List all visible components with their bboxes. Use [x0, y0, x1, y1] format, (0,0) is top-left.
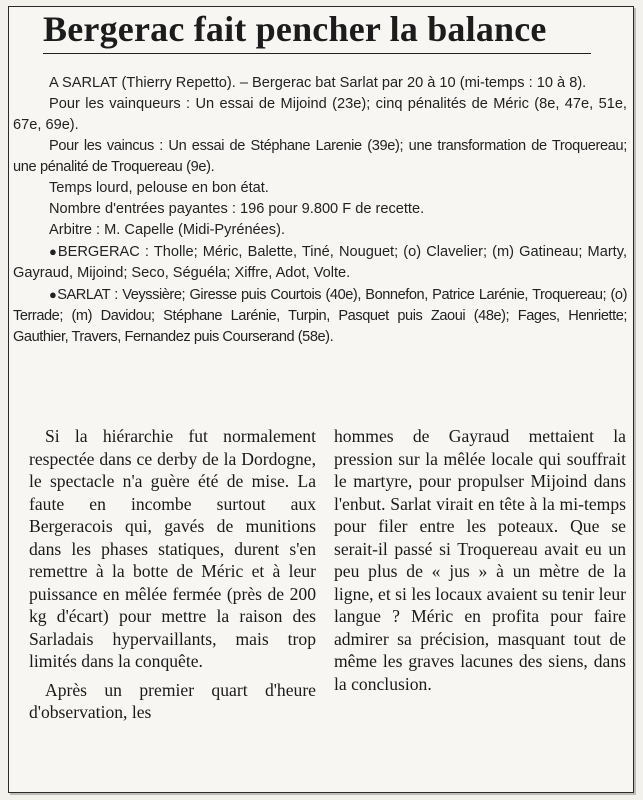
- article-paragraph: hommes de Gayraud mettaient la pression sur la mêlée locale qui souffrait le martyre, pour propulser Mijoind dans l'enbut. Sarlat virait en tête à la mi-temps pour filer entre les poteaux. Que se serait-il passé si Troquereau avait eu un peu plus de « jus » à un mètre de la ligne, et si les locaux avaient su tenir leur langue ? Méric en profita pour faire admirer sa précision, masquant tout de même les graves lacunes des siens, dans la conclusion.: [334, 426, 626, 694]
- bullet-icon: ●: [49, 287, 58, 302]
- newspaper-clipping: [8, 6, 634, 793]
- lineup-bergerac: [13, 241, 627, 284]
- attendance-note: Nombre d'entrées payantes : 196 pour 9.800 F de recette.: [49, 201, 425, 217]
- weather-note: Temps lourd, pelouse en bon état.: [49, 180, 269, 196]
- winners-scoring: Pour les vainqueurs : Un essai de Mijoind (23e); cinq pénalités de Méric (8e, 47e, 51e, 67e, 69e).: [13, 96, 627, 133]
- lineup-sarlat: [13, 284, 627, 348]
- headline: Bergerac fait pencher la balance: [43, 9, 547, 49]
- match-report: [13, 73, 627, 348]
- lineup-sarlat-text: SARLAT : Veyssière; Giresse puis Courtois (40e), Bonnefon, Patrice Larénie, Troquereau; (o) Terrade; (m) Davidou; Stéphane Larénie, Turpin, Pasquet puis Zaoui (48e); Fages, Henriette; Gauthier, Travers, Fernandez puis Courserand (58e).: [13, 287, 627, 345]
- headline-rule: [43, 53, 591, 54]
- article-column-right: [334, 425, 626, 695]
- article-paragraph: Après un premier quart d'heure d'observation, les: [29, 679, 316, 722]
- article-paragraph: Si la hiérarchie fut normalement respectée dans ce derby de la Dordogne, le spectacle n'a guère été de mise. La faute en incombe surtout aux Bergeracois qui, gavés de munitions dans les phases statiques, durent s'en remettre à la botte de Méric et à leur puissance en mêlée fermée (près de 200 kg d'écart) pour mettre la raison des Sarladais hypervaillants, mais trop limités dans la conquête.: [29, 426, 316, 671]
- match-summary: A SARLAT (Thierry Repetto). – Bergerac bat Sarlat par 20 à 10 (mi-temps : 10 à 8).: [49, 75, 587, 91]
- referee-note: Arbitre : M. Capelle (Midi-Pyrénées).: [49, 222, 286, 238]
- bullet-icon: ●: [49, 244, 58, 259]
- article-column-left: [29, 425, 316, 724]
- losers-scoring: Pour les vaincus : Un essai de Stéphane Larenie (39e); une transformation de Troquereau; une pénalité de Troquereau (9e).: [13, 138, 627, 175]
- lineup-bergerac-text: BERGERAC : Tholle; Méric, Balette, Tiné, Nouguet; (o) Clavelier; (m) Gatineau; Marty, Gayraud, Mijoind; Seco, Séguéla; Xiffre, Adot, Volte.: [13, 244, 627, 281]
